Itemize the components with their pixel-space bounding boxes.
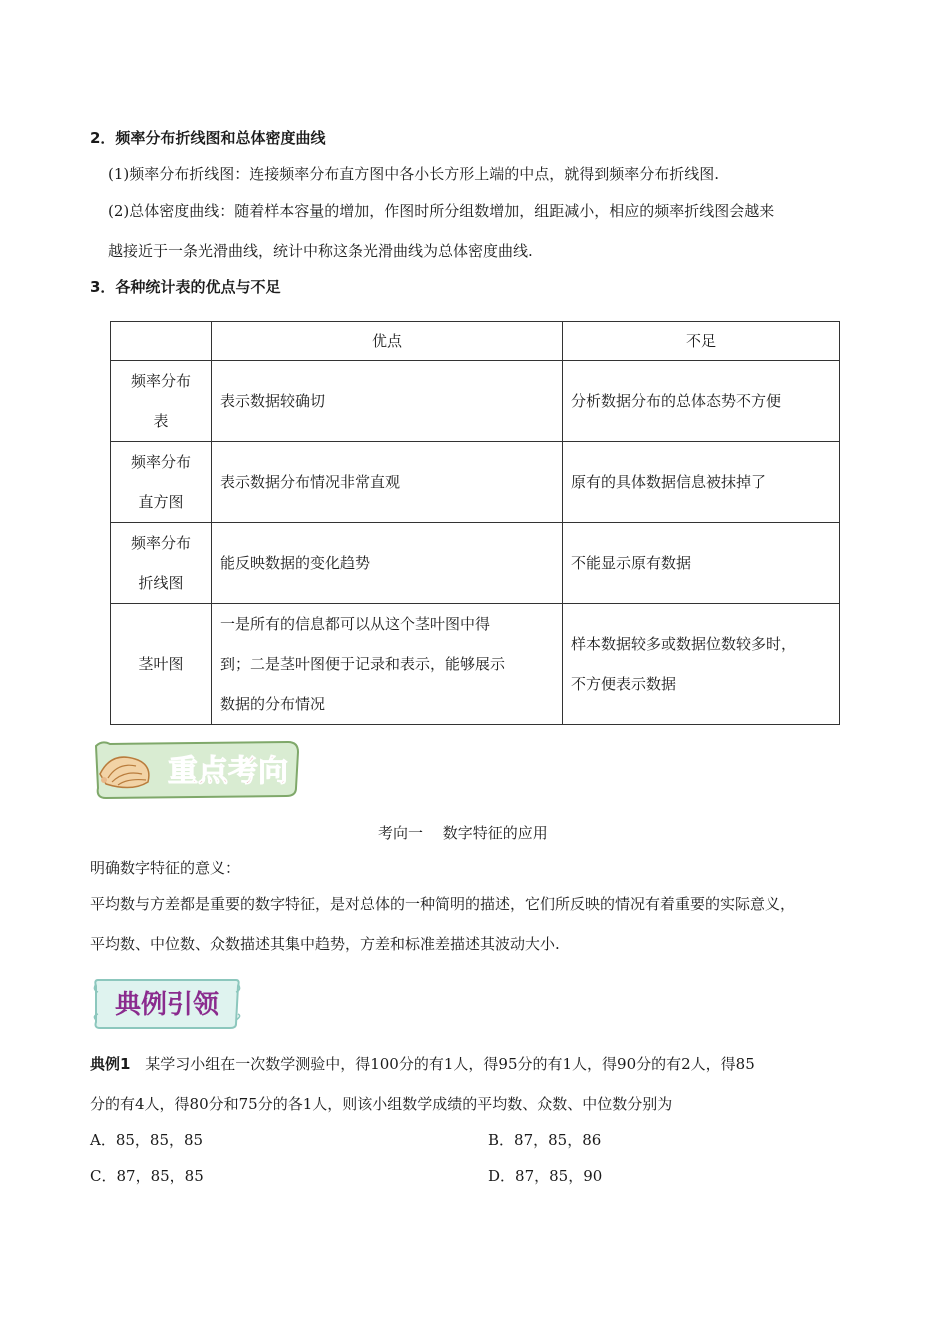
disadvantage-text: 分析数据分布的总体态势不方便 bbox=[571, 392, 782, 410]
advantage-text: 表示数据分布情况非常直观 bbox=[220, 473, 401, 491]
advantage-text: 表示数据较确切 bbox=[220, 392, 326, 410]
advantage-text: 到；二是茎叶图便于记录和表示，能够展示 bbox=[220, 655, 506, 673]
section2-para2-line2: 越接近于一条光滑曲线，统计中称这条光滑曲线为总体密度曲线. bbox=[108, 242, 533, 260]
row-label-line: 频率分布 bbox=[130, 372, 191, 390]
row-label-line: 频率分布 bbox=[130, 534, 191, 552]
example1-line1 bbox=[90, 1053, 755, 1074]
example1-text: 某学习小组在一次数学测验中，得100分的有1人，得95分的有1人，得90分的有2人，得85 bbox=[145, 1055, 755, 1073]
section2-para1: (1)频率分布折线图：连接频率分布直方图中各小长方形上端的中点，就得到频率分布折线图. bbox=[108, 165, 720, 183]
disadvantage-text: 原有的具体数据信息被抹掉了 bbox=[571, 473, 767, 491]
advantage-cell bbox=[212, 442, 563, 523]
option-c: C．87，85，85 bbox=[90, 1167, 204, 1185]
key-topics-banner bbox=[92, 738, 302, 800]
example1-line2: 分的有4人，得80分和75分的各1人，则该小组数学成绩的平均数、众数、中位数分别为 bbox=[90, 1095, 673, 1113]
disadvantage-text: 样本数据较多或数据位数较多时， bbox=[571, 635, 797, 653]
row-label-line: 频率分布 bbox=[130, 453, 191, 471]
advantage-text: 能反映数据的变化趋势 bbox=[220, 554, 371, 572]
disadvantage-cell bbox=[563, 361, 840, 442]
disadvantage-text: 不能显示原有数据 bbox=[571, 554, 692, 572]
row-label bbox=[111, 523, 212, 604]
table-header-cell bbox=[111, 322, 212, 361]
advantage-text: 一是所有的信息都可以从这个茎叶图中得 bbox=[220, 615, 491, 633]
row-label-line: 表 bbox=[153, 412, 169, 430]
examples-banner bbox=[92, 976, 242, 1030]
option-b: B．87，85，86 bbox=[488, 1131, 602, 1149]
banner-title: 典例引领 bbox=[114, 990, 220, 1020]
table-row bbox=[111, 442, 840, 523]
topic1-intro: 明确数字特征的意义： bbox=[90, 859, 241, 877]
advantage-cell bbox=[212, 523, 563, 604]
advantage-cell bbox=[212, 361, 563, 442]
row-label-line: 直方图 bbox=[138, 493, 184, 511]
row-label bbox=[111, 361, 212, 442]
advantage-cell bbox=[212, 604, 563, 725]
disadvantage-cell bbox=[563, 442, 840, 523]
topic1-para-line2: 平均数、中位数、众数描述其集中趋势，方差和标准差描述其波动大小. bbox=[90, 935, 560, 953]
row-label-line: 茎叶图 bbox=[138, 655, 184, 673]
comparison-table bbox=[110, 321, 840, 725]
row-label bbox=[111, 442, 212, 523]
table-row bbox=[111, 604, 840, 725]
option-d: D．87，85，90 bbox=[488, 1167, 603, 1185]
topic1-para-line1: 平均数与方差都是重要的数字特征，是对总体的一种简明的描述，它们所反映的情况有着重要的实际意义， bbox=[90, 895, 796, 913]
section2-para2-line1: (2)总体密度曲线：随着样本容量的增加，作图时所分组数增加，组距减小，相应的频率折线图会越来 bbox=[108, 202, 775, 220]
advantage-text: 数据的分布情况 bbox=[220, 695, 326, 713]
table-header-advantages: 优点 bbox=[212, 322, 563, 361]
row-label-line: 折线图 bbox=[138, 574, 184, 592]
section3-title: 3．各种统计表的优点与不足 bbox=[90, 278, 281, 296]
example1-label: 典例1 bbox=[90, 1055, 131, 1073]
table-header-row bbox=[111, 322, 840, 361]
topic1-title: 考向一 数字特征的应用 bbox=[378, 824, 548, 842]
disadvantage-cell bbox=[563, 604, 840, 725]
option-a: A．85，85，85 bbox=[90, 1131, 204, 1149]
row-label bbox=[111, 604, 212, 725]
disadvantage-text: 不方便表示数据 bbox=[571, 675, 677, 693]
disadvantage-cell bbox=[563, 523, 840, 604]
section2-title: 2．频率分布折线图和总体密度曲线 bbox=[90, 129, 326, 147]
table-header-disadvantages: 不足 bbox=[563, 322, 840, 361]
table-row bbox=[111, 523, 840, 604]
table-row bbox=[111, 361, 840, 442]
banner-title: 重点考向 bbox=[168, 754, 288, 789]
